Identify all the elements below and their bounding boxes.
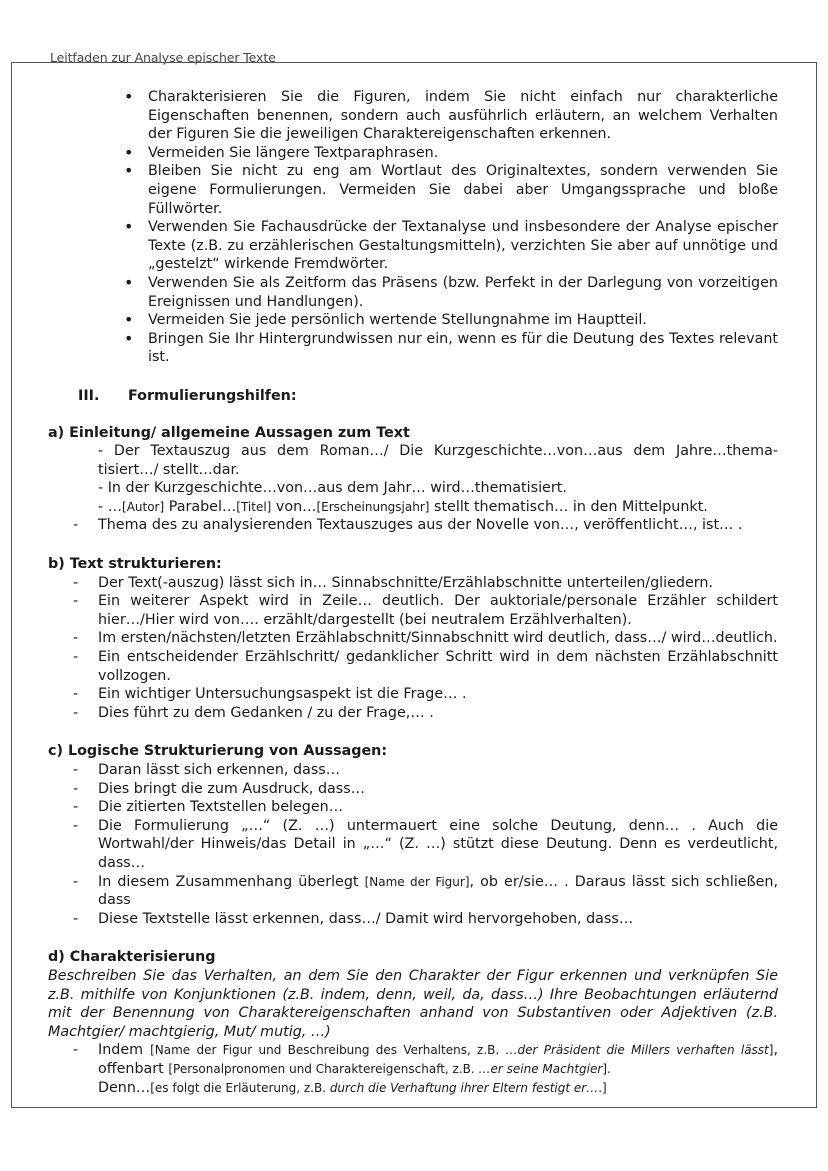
characterization-intro: Beschreiben Sie das Verhalten, an dem Sie den Charakter der Figur erkennen und verknüpfen Sie z.B. mithilfe von Konjunktionen (z.B. indem, denn, weil, da, dass…) Ihre Beobachtungen erläuternd mit der Benennung von Charaktereigenschaften anhand von Substantiven oder Adjektiven (z.B. Machtgier/ machtgierig, Mut/ mutig, …) bbox=[48, 967, 778, 1040]
list-item: - In der Kurzgeschichte…von…aus dem Jahr… wird…thematisiert. bbox=[98, 480, 567, 497]
hint: [Personalpronomen und Charaktereigenschaft, z.B. bbox=[168, 1061, 479, 1076]
list-item bbox=[98, 873, 778, 910]
list-item: - Die zitierten Textstellen belegen… bbox=[98, 798, 778, 817]
tips-list bbox=[48, 88, 778, 367]
list-item: - Daran lässt sich erkennen, dass… bbox=[98, 761, 778, 780]
list-item: - Im ersten/nächsten/letzten Erzählabschnitt/Sinnabschnitt wird deutlich, dass…/ wird…deutlich. bbox=[98, 629, 778, 648]
placeholder-autor: [Autor] bbox=[122, 499, 165, 514]
list-item: • Bleiben Sie nicht zu eng am Wortlaut des Originaltextes, sondern verwenden Sie eigene Formulierungen. Vermeiden Sie dabei aber Umgangssprache und bloße Füllwörter. bbox=[148, 162, 778, 218]
list-item: - Ein entscheidender Erzählschritt/ gedanklicher Schritt wird in dem nächsten Erzählabschnitt vollzogen. bbox=[98, 648, 778, 685]
hint: ] bbox=[768, 1043, 774, 1058]
list-item: - Thema des zu analysierenden Textauszuges aus der Novelle von…, veröffentlicht…, ist… . bbox=[98, 516, 778, 535]
list-item: - Der Textauszug aus dem Roman…/ Die Kurzgeschichte…von…aus dem Jahre…thema-tisiert…/ stellt…dar. bbox=[98, 443, 778, 478]
subsection-heading-d: d) Charakterisierung bbox=[48, 949, 216, 966]
list-item: - Dies bringt die zum Ausdruck, dass… bbox=[98, 780, 778, 799]
list-item: • Vermeiden Sie längere Textparaphrasen. bbox=[148, 144, 778, 163]
text: Indem bbox=[98, 1042, 151, 1059]
section-title: Formulierungshilfen: bbox=[128, 387, 297, 404]
list-item: - Ein wichtiger Untersuchungsaspekt ist die Frage… . bbox=[98, 685, 778, 704]
characterization-list bbox=[48, 1041, 778, 1097]
intro-phrases-list bbox=[48, 442, 778, 535]
list-item: - Ein weiterer Aspekt wird in Zeile… deutlich. Der auktoriale/personale Erzähler schildert hier…/Hier wird von…. erzählt/dargestellt (bei neutralem Erzählverhalten). bbox=[98, 592, 778, 629]
hint-example: …der Präsident die Millers verhaften lässt bbox=[505, 1043, 769, 1058]
text: von… bbox=[271, 498, 317, 515]
hint-example: durch die Verhaftung ihrer Eltern festigt er… bbox=[329, 1080, 599, 1095]
placeholder-name: [Name der Figur] bbox=[364, 874, 470, 889]
list-item: - Die Formulierung „…“ (Z. …) untermauert eine solche Deutung, denn… . Auch die Wortwahl/der Hinweis/das Detail in „…“ (Z. …) stützt diese Deutung. Denn es verdeutlicht, dass… bbox=[98, 817, 778, 873]
list-item: - Dies führt zu dem Gedanken / zu der Frage,… . bbox=[98, 704, 778, 723]
list-item: • Vermeiden Sie jede persönlich wertende Stellungnahme im Hauptteil. bbox=[148, 311, 778, 330]
page-header: Leitfaden zur Analyse epischer Texte bbox=[50, 50, 276, 65]
subsection-heading-a: a) Einleitung/ allgemeine Aussagen zum Text bbox=[48, 424, 410, 441]
placeholder-titel: [Titel] bbox=[236, 499, 272, 514]
hint: .] bbox=[598, 1080, 607, 1095]
list-item: • Verwenden Sie Fachausdrücke der Textanalyse und insbesondere der Analyse epischer Texte (z.B. zu erzählerischen Gestaltungsmitteln), verzichten Sie aber auf unnötige und „gestelzt“ wirkende Fremdwörter. bbox=[148, 218, 778, 274]
subsection-heading-b: b) Text strukturieren: bbox=[48, 556, 222, 573]
list-item: • Charakterisieren Sie die Figuren, indem Sie nicht einfach nur charakterliche Eigenschaften benennen, sondern auch ausführlich erläutern, an welchem Verhalten der Figuren Sie die jeweiligen Charaktereigenschaften erkennen. bbox=[148, 88, 778, 144]
hint: [es folgt die Erläuterung, z.B. bbox=[150, 1080, 330, 1095]
section-number: III. bbox=[78, 387, 100, 404]
text: Parabel… bbox=[164, 498, 237, 515]
text: stellt thematisch… in den Mittelpunkt. bbox=[429, 498, 708, 515]
section-heading bbox=[78, 387, 778, 406]
hint: ]. bbox=[602, 1061, 611, 1076]
text: , ob er/sie… . Daraus lässt sich schließen, dass bbox=[98, 873, 779, 909]
list-item bbox=[98, 1041, 778, 1078]
list-item bbox=[98, 1079, 778, 1098]
structure-phrases-list bbox=[48, 574, 778, 723]
placeholder-jahr: [Erscheinungsjahr] bbox=[316, 499, 430, 514]
list-item: - Diese Textstelle lässt erkennen, dass…/ Damit wird hervorgehoben, dass… bbox=[98, 910, 778, 929]
list-item: • Verwenden Sie als Zeitform das Präsens (bzw. Perfekt in der Darlegung von vorzeitigen Ereignissen und Handlungen). bbox=[148, 274, 778, 311]
text: - … bbox=[98, 498, 123, 515]
hint: [Name der Figur und Beschreibung des Verhaltens, z.B. bbox=[150, 1043, 506, 1058]
text: In diesem Zusammenhang überlegt bbox=[98, 873, 365, 890]
text: , offenbart bbox=[98, 1042, 778, 1077]
list-item bbox=[98, 498, 778, 517]
hint-example: …er seine Machtgier bbox=[478, 1061, 603, 1076]
list-item: • Bringen Sie Ihr Hintergrundwissen nur ein, wenn es für die Deutung des Textes relevant ist. bbox=[148, 330, 778, 367]
list-item: - Der Text(-auszug) lässt sich in… Sinnabschnitte/Erzählabschnitte unterteilen/gliedern. bbox=[98, 574, 778, 593]
logic-phrases-list bbox=[48, 761, 778, 928]
document-body bbox=[48, 88, 778, 1097]
subsection-heading-c: c) Logische Strukturierung von Aussagen: bbox=[48, 743, 388, 760]
text: Denn… bbox=[98, 1079, 151, 1096]
